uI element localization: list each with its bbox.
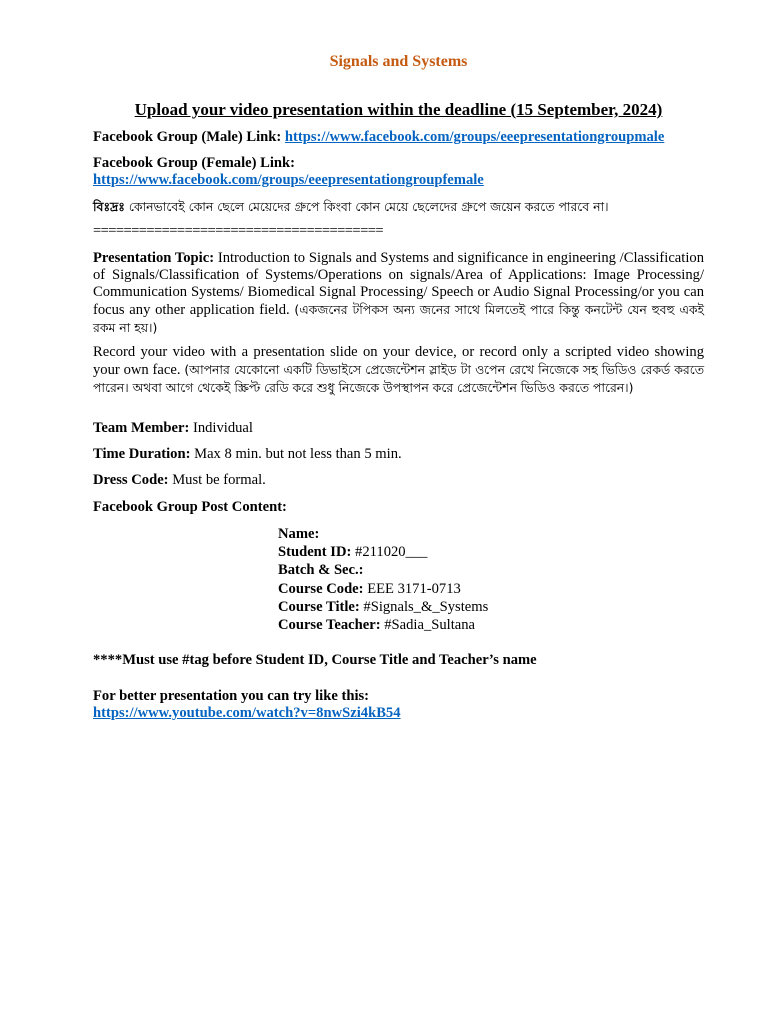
youtube-link[interactable]: https://www.youtube.com/watch?v=8nwSzi4kB54: [93, 705, 401, 721]
female-group-line: [93, 155, 704, 189]
female-group-label: Facebook Group (Female) Link:: [93, 155, 296, 171]
post-code-value: EEE 3171-0713: [367, 580, 461, 597]
separator-line: ======================================: [93, 223, 383, 239]
note-text: কোনভাবেই কোন ছেলে মেয়েদের গ্রুপে কিংবা কোন মেয়ে ছেলেদের গ্রুপে জয়েন করতে পারবে না।: [128, 199, 609, 214]
dress-label: Dress Code:: [93, 472, 169, 488]
post-student-id-line: [278, 543, 488, 561]
male-group-label: Facebook Group (Male) Link:: [93, 129, 282, 145]
post-code-label: Course Code:: [278, 580, 364, 597]
presentation-topic: [93, 250, 704, 337]
male-group-line: [93, 129, 704, 146]
post-name-label: Name:: [278, 526, 320, 542]
duration-value: Max 8 min. but not less than 5 min.: [194, 446, 402, 462]
female-group-link[interactable]: https://www.facebook.com/groups/eeepresentationgroupfemale: [93, 172, 484, 188]
duration-label: Time Duration:: [93, 446, 191, 462]
post-teacher-label: Course Teacher:: [278, 617, 381, 634]
record-bangla-text: (আপনার যেকোনো একটি ডিভাইসে প্রেজেন্টেশন স্লাইড টা ওপেন রেখে নিজেকে সহ ভিডিও রেকর্ড করতে পারেন। অথবা আগে থেকেই স্ক্রিপ্ট রেডি করে শুধু নিজেকে উপস্থাপন করে প্রেজেন্টেশন ভিডিও করতে পারেন।): [93, 362, 704, 395]
post-course-teacher-line: [278, 616, 488, 634]
deadline-notice: Upload your video presentation within the deadline (15 September, 2024): [134, 100, 663, 119]
team-label: Team Member:: [93, 420, 190, 436]
post-batch-label: Batch & Sec.:: [278, 562, 364, 579]
topic-label: Presentation Topic:: [93, 250, 215, 266]
dress-value: Must be formal.: [172, 472, 266, 488]
course-title: Signals and Systems: [329, 53, 468, 70]
post-ctitle-value: #Signals_&_Systems: [363, 598, 489, 615]
post-id-value: #211020___: [355, 544, 428, 561]
post-ctitle-label: Course Title:: [278, 598, 360, 615]
team-value: Individual: [192, 420, 253, 436]
bangla-note: [93, 198, 704, 215]
post-course-title-line: [278, 598, 488, 616]
record-text: Record your video with a presentation slide on your device, or record only a scripted video showing your own face.: [93, 344, 704, 378]
better-text: For better presentation you can try like this:: [93, 688, 370, 704]
male-group-link[interactable]: https://www.facebook.com/groups/eeepresentationgroupmale: [284, 129, 665, 145]
post-content-heading: Facebook Group Post Content:: [93, 499, 287, 515]
post-teacher-value: #Sadia_Sultana: [384, 617, 476, 634]
topic-bangla-text: (একজনের টপিকস অন্য জনের সাথে মিলতেই পারে কিন্তু কনটেন্ট যেন হুবহু একই রকম না হয়।): [93, 302, 705, 335]
dress-code-line: [93, 472, 704, 489]
record-instructions: [93, 344, 704, 397]
topic-text: Introduction to Signals and Systems and significance in engineering /Classification of Signals/Classification of Systems/Operations on signals/Area of Applications: Image Processing/ Communication Systems/ Biomedical Signal Processing/ Speech or Audio Signal Processing/or you can focus any other application field.: [93, 250, 704, 318]
post-course-code-line: [278, 580, 488, 598]
post-content-template: [278, 525, 488, 634]
post-id-label: Student ID:: [278, 544, 352, 561]
team-member-line: [93, 420, 704, 437]
note-label: বিঃদ্রঃ: [93, 199, 125, 214]
post-batch-line: [278, 561, 488, 579]
post-name-line: [278, 525, 488, 543]
tag-note: ****Must use #tag before Student ID, Course Title and Teacher’s name: [93, 652, 537, 668]
time-duration-line: [93, 446, 704, 463]
better-presentation: [93, 688, 704, 722]
